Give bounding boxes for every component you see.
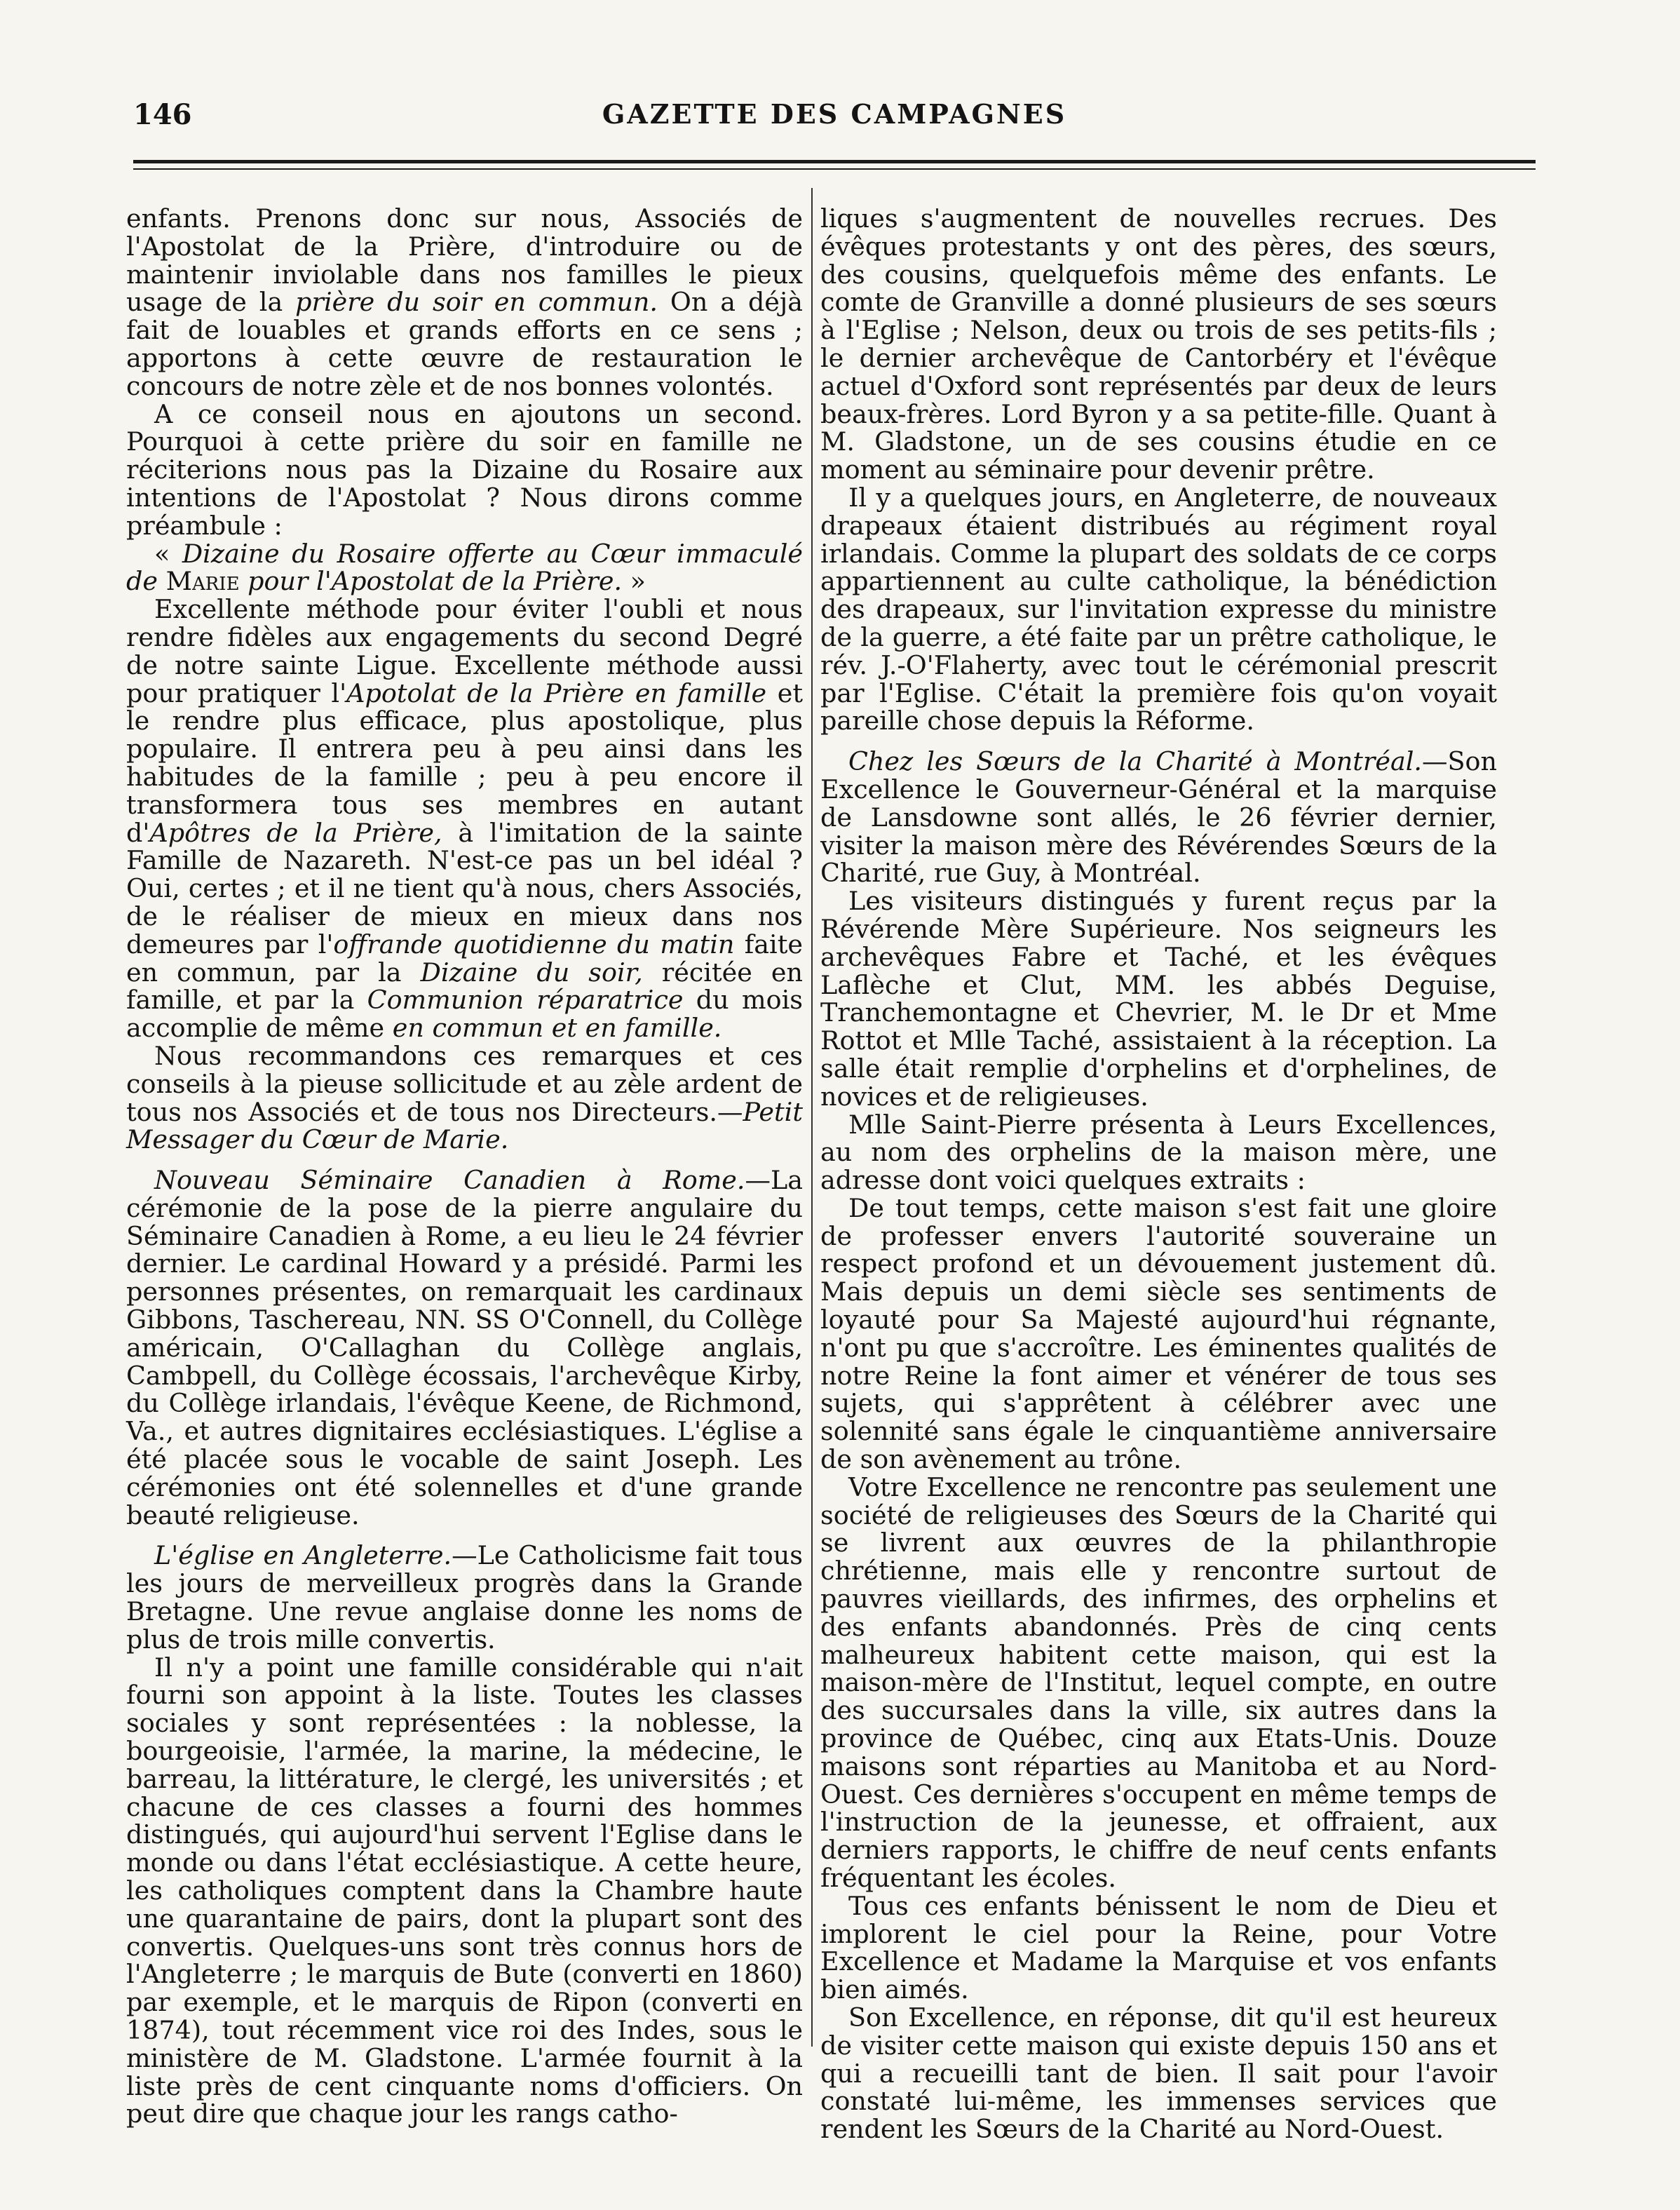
paragraph: Mlle Saint-Pierre présenta à Leurs Excellences, au nom des orphelins de la maison mère, une adresse dont voici quelques extraits : (820, 1109, 1497, 1196)
article-seminaire: Nouveau Séminaire Canadien à Rome.—La cérémonie de la pose de la pierre angulaire du Séminaire Canadien à Rome, a eu lieu le 24 février dernier. Le cardinal Howard y a présidé. Parmi les personnes présentes, on remarquait les cardinaux Gibbons, Taschereau, NN. SS O'Connell, du Collège américain, O'Callaghan du Collège anglais, Cambpell, du Collège écossais, l'archevêque Kirby, du Collège irlandais, l'évêque Keene, de Richmond, Va., et autres dignitaires ecclésiastiques. L'église a été placée sous le vocable de saint Joseph. Les cérémonies ont été solennelles et d'une grande beauté religieuse. (126, 1165, 803, 1530)
paragraph: De tout temps, cette maison s'est fait une gloire de professer envers l'autorité souveraine un respect profond et un dévouement justement dû. Mais depuis un demi siècle ses sentiments de loyauté pour Sa Majesté aujourd'hui régnante, n'ont pu que s'accroître. Les éminentes qualités de notre Reine la font aimer et vénérer de tous ses sujets, qui s'apprêtent à célébrer avec une solennité sans égale le cinquantième anniversaire de son avènement au trône. (820, 1192, 1497, 1475)
paragraph: Il n'y a point une famille considérable qui n'ait fourni son appoint à la liste. Toutes les classes sociales y sont représentées : la noblesse, la bourgeoisie, l'armée, la marine, la médecine, le barreau, la littérature, le clergé, les universités ; et chacune de ces classes a fourni des hommes distingués, qui aujourd'hui servent l'Eglise dans le monde ou dans l'état ecclésiastique. A cette heure, les catholiques comptent dans la Chambre haute une quarantaine de pairs, dont la plupart sont des convertis. Quelques-uns sont très connus hors de l'Angleterre ; le marquis de Bute (converti en 1860) par exemple, et le marquis de Ripon (converti en 1874), tout récemment vice roi des Indes, sous le ministère de M. Gladstone. L'armée fournit à la liste près de cent cinquante noms d'officiers. On peut dire que chaque jour les rangs catho- (126, 1652, 803, 2129)
page-number: 146 (133, 98, 192, 131)
article-title: Nouveau Séminaire Canadien à Rome. (154, 1165, 745, 1196)
page-header (126, 98, 1543, 140)
running-head: GAZETTE DES CAMPAGNES (602, 98, 1067, 130)
paragraph: Son Excellence, en réponse, dit qu'il est heureux de visiter cette maison qui existe depuis 150 ans et qui a recueilli tant de bien. Il sait pour l'avoir constaté lui-même, les immenses services que rendent les Sœurs de la Charité au Nord-Ouest. (820, 2002, 1497, 2145)
article-angleterre: L'église en Angleterre.—Le Catholicisme fait tous les jours de merveilleux progrès dans la Grande Bretagne. Une revue anglaise donne les noms de plus de trois mille convertis. (126, 1540, 803, 1655)
right-column (820, 203, 1497, 2145)
paragraph: Excellente méthode pour éviter l'oubli et nous rendre fidèles aux engagements du second Degré de notre sainte Ligue. Excellente méthode aussi pour pratiquer l'Apotolat de la Prière en famille et le rendre plus efficace, plus apostolique, plus populaire. Il entrera peu à peu ainsi dans les habitudes de la famille ; peu à peu encore il transformera tous ses membres en autant d'Apôtres de la Prière, à l'imitation de la sainte Famille de Nazareth. N'est-ce pas un bel idéal ? Oui, certes ; et il ne tient qu'à nous, chers Associés, de le réaliser de mieux en mieux dans nos demeures par l'offrande quotidienne du matin faite en commun, par la Dizaine du soir, récitée en famille, et par la Communion réparatrice du mois accomplie de même en commun et en famille. (126, 594, 804, 1044)
left-column (126, 203, 804, 2129)
paragraph: liques s'augmentent de nouvelles recrues. Des évêques protestants y ont des pères, des sœurs, des cousins, quelquefois même des enfants. Le comte de Granville a donné plusieurs de ses sœurs à l'Eglise ; Nelson, deux ou trois de ses petits-fils ; le dernier archevêque de Cantorbéry et l'évêque actuel d'Oxford sont représentés par deux de leurs beaux-frères. Lord Byron y a sa petite-fille. Quant à M. Gladstone, un de ses cousins étudie en ce moment au séminaire pour devenir prêtre. (820, 203, 1497, 485)
paragraph: A ce conseil nous en ajoutons un second. Pourquoi à cette prière du soir en famille ne réciterions nous pas la Dizaine du Rosaire aux intentions de l'Apostolat ? Nous dirons comme préambule : (126, 398, 803, 541)
article-montreal: Chez les Sœurs de la Charité à Montréal.—Son Excellence le Gouverneur-Général et la marquise de Lansdowne sont allés, le 26 février dernier, visiter la maison mère des Révérendes Sœurs de la Charité, rue Guy, à Montréal. (820, 746, 1497, 889)
header-rule (133, 160, 1536, 170)
quote-paragraph: « Dizaine du Rosaire offerte au Cœur immaculé de Marie pour l'Apostolat de la Prière. » (126, 538, 803, 597)
article-title: L'église en Angleterre. (154, 1540, 452, 1571)
paragraph: Nous recommandons ces remarques et ces conseils à la pieuse sollicitude et au zèle ardent de tous nos Associés et de tous nos Directeurs.—Petit Messager du Cœur de Marie. (126, 1040, 803, 1155)
paragraph: Tous ces enfants bénissent le nom de Dieu et implorent le ciel pour la Reine, pour Votre Excellence et Madame la Marquise et vos enfants bien aimés. (820, 1890, 1497, 2005)
paragraph: Il y a quelques jours, en Angleterre, de nouveaux drapeaux étaient distribués au régiment royal irlandais. Comme la plupart des soldats de ce corps appartiennent au culte catholique, la bénédiction des drapeaux, sur l'invitation expresse du ministre de la guerre, a été faite par un prêtre catholique, le rév. J.-O'Flaherty, avec tout le cérémonial prescrit par l'Eglise. C'était la première fois qu'on voyait pareille chose depuis la Réforme. (820, 482, 1497, 736)
paragraph: Les visiteurs distingués y furent reçus par la Révérende Mère Supérieure. Nos seigneurs les archevêques Fabre et Taché, et les évêques Laflèche et Clut, MM. les abbés Deguise, Tranchemontagne et Chevrier, M. le Dr et Mme Rottot et Mlle Taché, assistaient à la réception. La salle était remplie d'orphelins et d'orphelines, de novices et de religieuses. (820, 886, 1497, 1112)
column-divider (811, 188, 813, 2047)
paragraph: enfants. Prenons donc sur nous, Associés de l'Apostolat de la Prière, d'introduire ou de maintenir inviolable dans nos familles le pieux usage de la prière du soir en commun. On a déjà fait de louables et grands efforts en ce sens ; apportons à cette œuvre de restauration le concours de notre zèle et de nos bonnes volontés. (126, 203, 803, 401)
article-title: Chez les Sœurs de la Charité à Montréal. (848, 746, 1422, 777)
paragraph: Votre Excellence ne rencontre pas seulement une société de religieuses des Sœurs de la Charité qui se livrent aux œuvres de la philanthropie chrétienne, mais elle y rencontre surtout de pauvres vieillards, des infirmes, des orphelins et des enfants abandonnés. Près de cinq cents malheureux habitent cette maison, qui est la maison-mère de l'Institut, lequel compte, en outre des succursales dans la ville, six autres dans la province de Québec, cinq aux Etats-Unis. Douze maisons sont réparties au Manitoba et au Nord-Ouest. Ces dernières s'occupent en même temps de l'instruction de la jeunesse, et offraient, aux derniers rapports, le chiffre de neuf cents enfants fréquentant les écoles. (820, 1471, 1497, 1894)
